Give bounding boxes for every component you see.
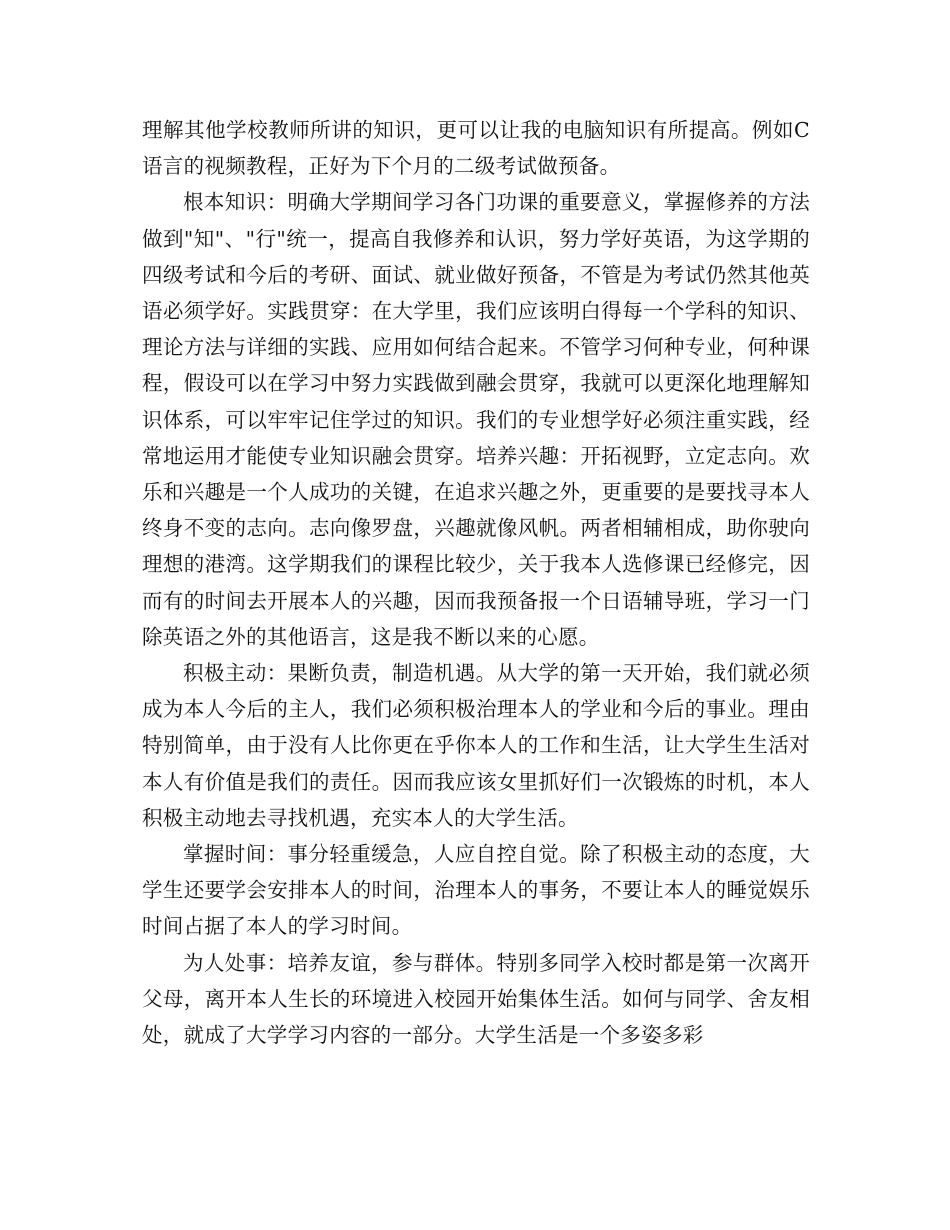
paragraph-2: 根本知识：明确大学期间学习各门功课的重要意义，掌握修养的方法做到"知"、"行"统一，提高自我修养和认识，努力学好英语，为这学期的四级考试和今后的考研、面试、就业做好预备，不管是为考试仍然其他英语必须学好。实践贯穿：在大学里，我们应该明白得每一个学科的知识、理论方法与详细的实践、应用如何结合起来。不管学习何种专业，何种课程，假设可以在学习中努力实践做到融会贯穿，我就可以更深化地理解知识体系，可以牢牢记住学过的知识。我们的专业想学好必须注重实践，经常地运用才能使专业知识融会贯穿。培养兴趣：开拓视野，立定志向。欢乐和兴趣是一个人成功的关键，在追求兴趣之外，更重要的是要找寻本人终身不变的志向。志向像罗盘，兴趣就像风帆。两者相辅相成，助你驶向理想的港湾。这学期我们的课程比较少，关于我本人选修课已经修完，因而有的时间去开展本人的兴趣，因而我预备报一个日语辅导班，学习一门除英语之外的其他语言，这是我不断以来的心愿。: [142, 190, 810, 649]
paragraph-3: 积极主动：果断负责，制造机遇。从大学的第一天开始，我们就必须成为本人今后的主人，我们必须积极治理本人的学业和今后的事业。理由特别简单，由于没有人比你更在乎你本人的工作和生活，让大学生生活对本人有价值是我们的责任。因而我应该女里抓好们一次锻炼的时机，本人积极主动地去寻找机遇，充实本人的大学生活。: [142, 661, 810, 830]
document-body: [142, 112, 810, 1053]
paragraph-4: 掌握时间：事分轻重缓急，人应自控自觉。除了积极主动的态度，大学生还要学会安排本人的时间，治理本人的事务，不要让本人的睡觉娱乐时间占据了本人的学习时间。: [142, 842, 810, 939]
paragraph-1: 理解其他学校教师所讲的知识，更可以让我的电脑知识有所提高。例如C语言的视频教程，正好为下个月的二级考试做预备。: [142, 118, 810, 179]
paragraph-5: 为人处事：培养友谊，参与群体。特别多同学入校时都是第一次离开父母，离开本人生长的环境进入校园开始集体生活。如何与同学、舍友相处，就成了大学学习内容的一部分。大学生活是一个多姿多彩: [142, 950, 810, 1048]
